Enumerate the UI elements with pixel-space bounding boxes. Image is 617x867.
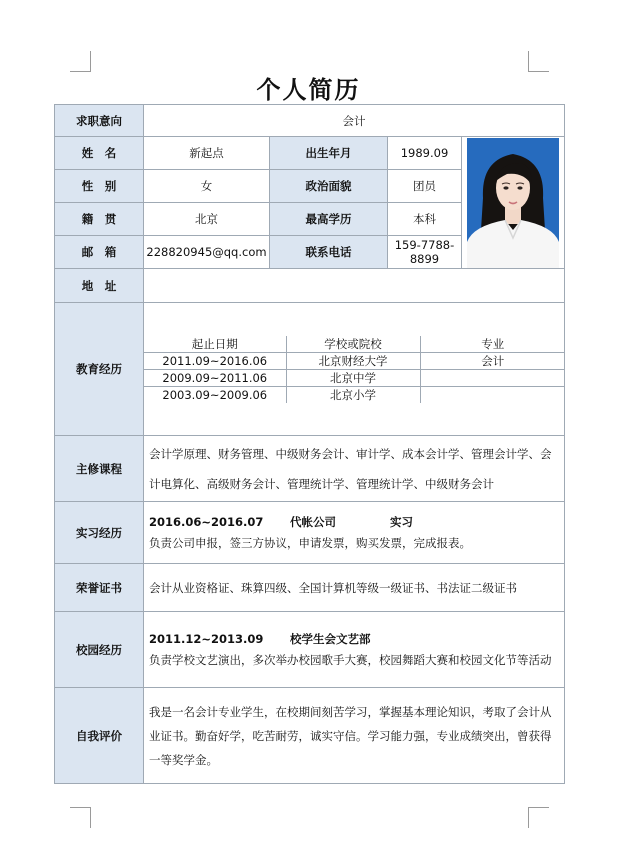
education-header-major: 专业 xyxy=(420,336,565,353)
education-label: 教育经历 xyxy=(55,303,144,436)
internship-label: 实习经历 xyxy=(55,502,144,564)
education-major xyxy=(420,386,565,403)
photo-cell xyxy=(462,137,565,269)
hometown-label: 籍 贯 xyxy=(55,203,144,236)
email-value: 228820945@qq.com xyxy=(144,236,270,269)
degree-value: 本科 xyxy=(388,203,462,236)
education-date: 2011.09~2016.06 xyxy=(144,352,286,369)
campus-org: 校学生会文艺部 xyxy=(290,631,371,646)
education-date: 2003.09~2009.06 xyxy=(162,387,268,402)
education-school: 北京中学 xyxy=(286,369,420,386)
row-self-eval xyxy=(55,688,565,784)
gender-label: 性 别 xyxy=(55,170,144,203)
crop-mark-top-right xyxy=(528,51,549,72)
email-label: 邮 箱 xyxy=(55,236,144,269)
political-label: 政治面貌 xyxy=(270,170,388,203)
campus-header xyxy=(149,629,560,650)
birth-value: 1989.09 xyxy=(388,137,462,170)
campus-label: 校园经历 xyxy=(55,612,144,688)
resume-table xyxy=(54,104,565,784)
internship-cell xyxy=(144,502,565,564)
honors-text: 会计从业资格证、珠算四级、全国计算机等级一级证书、书法证二级证书 xyxy=(144,564,565,612)
honors-label: 荣誉证书 xyxy=(55,564,144,612)
name-value: 新起点 xyxy=(144,137,270,170)
education-date: 2009.09~2011.06 xyxy=(144,369,286,386)
internship-desc: 负责公司申报，签三方协议，申请发票，购买发票，完成报表。 xyxy=(149,535,471,550)
row-internship xyxy=(55,502,565,564)
degree-label: 最高学历 xyxy=(270,203,388,236)
courses-text: 会计学原理、财务管理、中级财务会计、审计学、成本会计学、管理会计学、会计电算化、高级财务会计、管理统计学、管理统计学、中级财务会计 xyxy=(144,436,565,502)
row-name xyxy=(55,137,565,170)
row-courses xyxy=(55,436,565,502)
education-school: 北京财经大学 xyxy=(286,352,420,369)
campus-desc: 负责学校文艺演出，多次举办校园歌手大赛，校园舞蹈大赛和校园文化节等活动 xyxy=(149,652,552,667)
political-value: 团员 xyxy=(388,170,462,203)
birth-label: 出生年月 xyxy=(270,137,388,170)
crop-mark-top-left xyxy=(70,51,91,72)
portrait-photo xyxy=(467,138,559,268)
phone-value: 159-7788-8899 xyxy=(388,236,462,269)
row-campus xyxy=(55,612,565,688)
internship-header xyxy=(149,512,560,533)
education-major: 会计 xyxy=(420,352,565,369)
row-address xyxy=(55,269,565,303)
name-label: 姓 名 xyxy=(55,137,144,170)
education-school: 北京小学 xyxy=(286,386,420,403)
education-row xyxy=(144,386,565,403)
row-honors xyxy=(55,564,565,612)
education-header-row xyxy=(144,336,565,353)
self-eval-label: 自我评价 xyxy=(55,688,144,784)
address-label: 地 址 xyxy=(55,269,144,303)
education-table xyxy=(144,336,565,403)
education-row xyxy=(144,369,565,386)
row-job-intent xyxy=(55,105,565,137)
crop-mark-bottom-right xyxy=(528,807,549,828)
education-header-school: 学校或院校 xyxy=(286,336,420,353)
education-major xyxy=(420,369,565,386)
internship-role: 实习 xyxy=(390,514,413,529)
gender-value: 女 xyxy=(144,170,270,203)
address-value xyxy=(144,269,565,303)
job-intent-value: 会计 xyxy=(144,105,565,137)
courses-label: 主修课程 xyxy=(55,436,144,502)
page-title: 个人简历 xyxy=(256,75,361,104)
education-cell xyxy=(144,303,565,436)
hometown-value: 北京 xyxy=(144,203,270,236)
education-row xyxy=(144,352,565,369)
internship-period: 2016.06~2016.07 xyxy=(149,514,264,529)
job-intent-label: 求职意向 xyxy=(55,105,144,137)
internship-company: 代帐公司 xyxy=(290,514,336,529)
self-eval-text: 我是一名会计专业学生，在校期间刻苦学习，掌握基本理论知识，考取了会计从业证书。勤奋好学，吃苦耐劳，诚实守信。学习能力强，专业成绩突出，曾获得一等奖学金。 xyxy=(144,688,565,784)
campus-cell xyxy=(144,612,565,688)
education-header-date: 起止日期 xyxy=(144,336,286,353)
row-education xyxy=(55,303,565,436)
crop-mark-bottom-left xyxy=(70,807,91,828)
phone-label: 联系电话 xyxy=(270,236,388,269)
campus-period: 2011.12~2013.09 xyxy=(149,631,264,646)
